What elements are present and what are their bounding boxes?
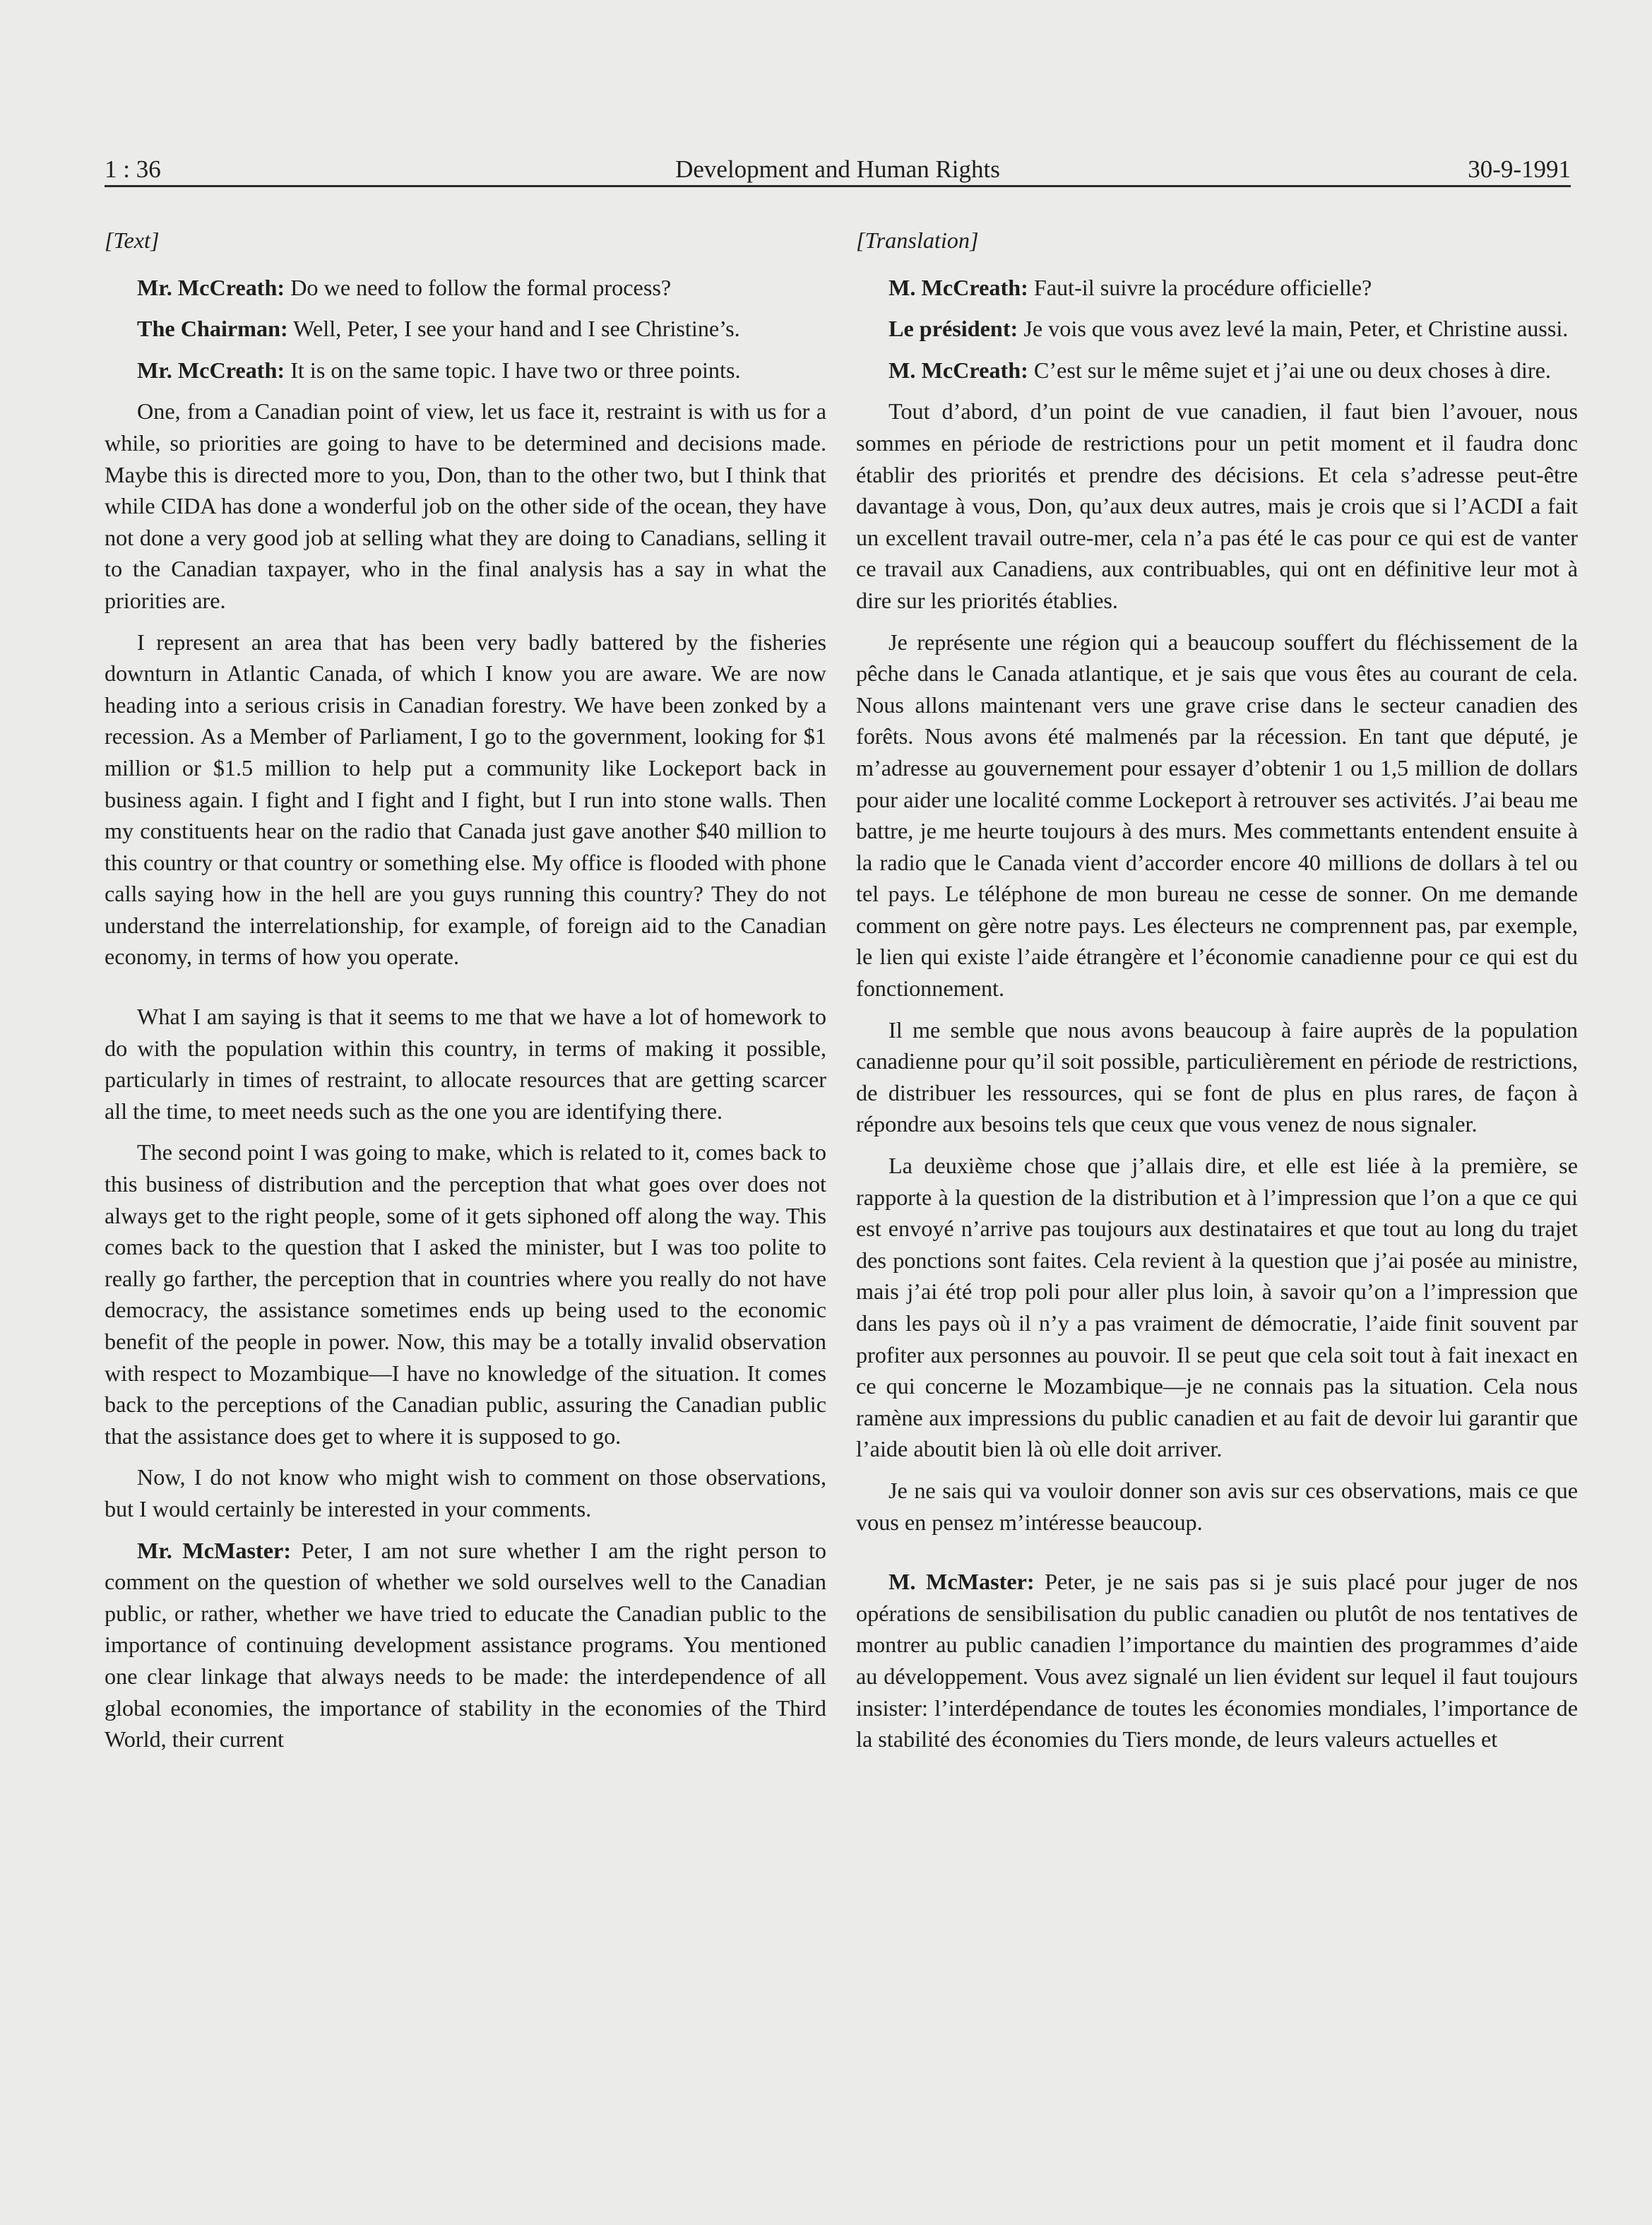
speech-text: Je ne sais qui va vouloir donner son avis sur ces observations, mais ce que vous en pensez m’intéresse beaucoup.: [856, 1477, 1578, 1535]
column-tag: [Translation]: [856, 227, 979, 253]
paragraph: [105, 355, 826, 386]
speech-text: Tout d’abord, d’un point de vue canadien, il faut bien l’avouer, nous sommes en période de restrictions pour un petit moment et il faudra donc établir des priorités et prendre des décisions. Et cela s’adresse peut-être davantage à vous, Don, qu’aux deux autres, mais je crois que si l’ACDI a fait un excellent travail outre-mer, cela n’a pas été le cas pour ce qui est de vanter ce travail aux Canadiens, aux contribuables, qui ont en définitive leur mot à dire sur les priorités établies.: [856, 398, 1578, 613]
french-column: [856, 225, 1578, 1765]
paragraph: [105, 272, 826, 304]
english-column: [105, 225, 826, 1765]
paragraph: [105, 1001, 826, 1127]
speech-text: Well, Peter, I see your hand and I see Christine’s.: [287, 316, 740, 342]
paragraph: [856, 272, 1578, 304]
speech-text: It is on the same topic. I have two or three points.: [285, 357, 741, 383]
speech-text: One, from a Canadian point of view, let us face it, restraint is with us for a while, so priorities are going to have to be determined and decisions made. Maybe this is directed more to you, Don, than to the other two, but I think that while CIDA has done a wonderful job on the other side of the ocean, they have not done a very good job at selling what they are doing to Canadians, selling it to the Canadian taxpayer, who in the final analysis has a say in what the priorities are.: [105, 398, 826, 613]
speaker-name: Mr. McCreath:: [137, 274, 285, 300]
speaker-name: Mr. McMaster:: [137, 1537, 292, 1563]
speech-text: Faut-il suivre la procédure officielle?: [1028, 274, 1372, 300]
paragraph: [856, 627, 1578, 1004]
speech-text: The second point I was going to make, which is related to it, comes back to this business of distribution and the perception that what goes over does not always get to the right people, some of it gets siphoned off along the way. This comes back to the question that I asked the minister, but I was too polite to really go farther, the perception that in countries where you really do not have democracy, the assistance sometimes ends up being used to the economic benefit of the people in power. Now, this may be a totally invalid observation with respect to Mozambique—I have no knowledge of the situation. It comes back to the perceptions of the Canadian public, assuring the Canadian public that the assistance does get to where it is supposed to go.: [105, 1139, 826, 1449]
page-number: 1 : 36: [105, 155, 161, 183]
speech-text: Je vois que vous avez levé la main, Peter, et Christine aussi.: [1018, 316, 1569, 342]
speaker-name: M. McMaster:: [889, 1569, 1035, 1595]
column-tag: [Text]: [105, 227, 160, 253]
speaker-name: Le président:: [889, 316, 1018, 342]
speaker-name: Mr. McCreath:: [137, 357, 285, 383]
speech-text: What I am saying is that it seems to me that we have a lot of homework to do with the population within this country, in terms of making it possible, particularly in times of restraint, to allocate resources that are getting scarcer all the time, to meet needs such as the one you are identifying there.: [105, 1004, 826, 1124]
speech-text: Do we need to follow the formal process?: [285, 274, 672, 300]
speech-text: Peter, je ne sais pas si je suis placé pour juger de nos opérations de sensibilisation du public canadien ou plutôt de nos tentatives de montrer au public canadien l’importance du maintien des programmes d’aide au développement. Vous avez signalé un lien évident sur lequel il faut toujours insister: l’interdépendance de toutes les économies mondiales, l’importance de la stabilité des économies du Tiers monde, de leurs valeurs actuelles et: [856, 1569, 1578, 1752]
paragraph: [856, 1475, 1578, 1538]
paragraph: [105, 1535, 826, 1755]
speech-text: Je représente une région qui a beaucoup souffert du fléchissement de la pêche dans le Canada atlantique, et je sais que vous êtes au courant de cela. Nous allons maintenant vers une grave crise dans le secteur canadien des forêts. Nous avons été malmenés par la récession. En tant que député, je m’adresse au gouvernement pour essayer d’obtenir 1 ou 1,5 million de dollars pour aider une localité comme Lockeport à retrouver ses activités. J’ai beau me battre, je me heurte toujours à des murs. Mes commettants entendent ensuite à la radio que le Canada vient d’accorder encore 40 millions de dollars à tel ou tel pays. Le téléphone de mon bureau ne cesse de sonner. On me demande comment on gère notre pays. Les électeurs ne comprennent pas, par exemple, le lien qui existe l’aide étrangère et l’économie canadienne pour ce qui est du fonctionnement.: [856, 629, 1578, 1002]
paragraph: [856, 1566, 1578, 1755]
paragraph: [105, 627, 826, 973]
speech-text: La deuxième chose que j’allais dire, et elle est liée à la première, se rapporte à la question de la distribution et à l’impression que l’on a que ce qui est envoyé n’arrive pas toujours aux destinataires et que tout au long du trajet des ponctions sont faites. Cela revient à la question que j’ai posée au ministre, mais j’ai été trop poli pour aller plus loin, à savoir qu’on a l’impression que dans les pays où il n’y a pas vraiment de démocratie, l’aide finit souvent par profiter aux personnes au pouvoir. Il se peut que cela soit tout à fait inexact en ce qui concerne le Mozambique—je ne connais pas la situation. Cela nous ramène aux impressions du public canadien et au fait de devoir lui garantir que l’aide aboutit bien là où elle doit arriver.: [856, 1153, 1578, 1462]
paragraph: [856, 313, 1578, 345]
speaker-name: M. McCreath:: [889, 274, 1028, 300]
speaker-name: M. McCreath:: [889, 357, 1028, 383]
paragraph: [105, 1461, 826, 1524]
speech-text: C’est sur le même sujet et j’ai une ou deux choses à dire.: [1028, 357, 1551, 383]
paragraph: [856, 396, 1578, 616]
page-header: [105, 146, 1571, 188]
speaker-name: The Chairman:: [137, 316, 288, 342]
speech-text: Now, I do not know who might wish to comment on those observations, but I would certainly be interested in your comments.: [105, 1464, 826, 1521]
header-rule: [105, 185, 1571, 187]
paragraph: [856, 1014, 1578, 1140]
running-title: Development and Human Rights: [675, 155, 1000, 183]
paragraph: [105, 1137, 826, 1452]
speech-text: Il me semble que nous avons beaucoup à faire auprès de la population canadienne pour qu’il soit possible, particulièrement en période de restrictions, de distribuer les ressources, qui se font de plus en plus rares, de façon à répondre aux besoins tels que ceux que vous venez de nous signaler.: [856, 1016, 1578, 1137]
paragraph: [856, 355, 1578, 386]
speech-text: I represent an area that has been very badly battered by the fisheries downturn in Atlantic Canada, of which I know you are aware. We are now heading into a serious crisis in Canadian forestry. We have been zonked by a recession. As a Member of Parliament, I go to the government, looking for $1 million or $1.5 million to help put a community like Lockeport back in business again. I fight and I fight and I fight, but I run into stone walls. Then my constituents hear on the radio that Canada just gave another $40 million to this country or that country or something else. My office is flooded with phone calls saying how in the hell are you guys running this country? They do not understand the interrelationship, for example, of foreign aid to the Canadian economy, in terms of how you operate.: [105, 629, 826, 970]
header-date: 30-9-1991: [1468, 155, 1571, 183]
paragraph: [856, 1150, 1578, 1465]
paragraph: [105, 396, 826, 616]
paragraph: [105, 313, 826, 345]
speech-text: Peter, I am not sure whether I am the right person to comment on the question of whether we sold ourselves well to the Canadian public, or rather, whether we have tried to educate the Canadian public to the importance of continuing development assistance programs. You mentioned one clear linkage that always needs to be made: the interdependence of all global economies, the importance of stability in the economies of the Third World, their current: [105, 1537, 826, 1752]
